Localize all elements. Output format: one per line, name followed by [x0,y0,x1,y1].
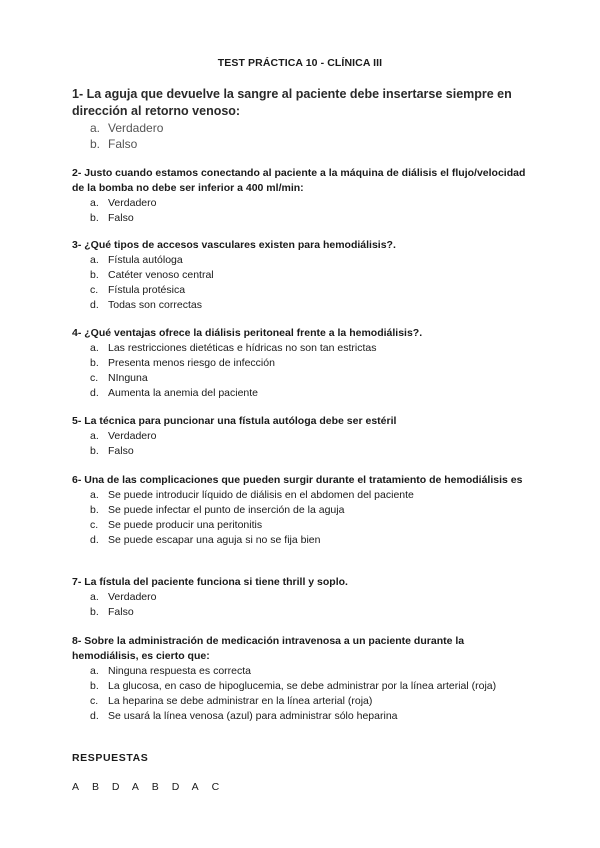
question-text: 8- Sobre la administración de medicación intravenosa a un paciente durante la hemodiálisis, es cierto que: [72,635,465,662]
answer-2: B [91,781,100,793]
option-a: a. Verdadero [90,121,164,135]
responses-title: RESPUESTAS [72,752,149,764]
option-d: d. Todas son correctas [90,299,202,311]
answer-4: A [131,781,140,793]
option-b: b. Falso [90,445,134,457]
question-text: 4- ¿Qué ventajas ofrece la diálisis peritoneal frente a la hemodiálisis?. [72,327,423,339]
option-a: a. Ninguna respuesta es correcta [90,665,251,677]
question-5 [72,414,532,459]
option-a: a. Fístula autóloga [90,254,183,266]
page-title: TEST PRÁCTICA 10 - CLÍNICA III [217,57,383,69]
question-7 [72,575,532,620]
option-b: b. Se puede infectar el punto de inserción de la aguja [90,504,345,516]
option-b: b. La glucosa, en caso de hipoglucemia, se debe administrar por la línea arterial (roja) [90,680,497,692]
option-c: c. NInguna [90,372,148,384]
question-text: 3- ¿Qué tipos de accesos vasculares existen para hemodiálisis?. [72,239,396,251]
question-3 [72,238,532,313]
option-a: a. Verdadero [90,197,157,209]
question-1 [72,86,532,152]
question-text: 6- Una de las complicaciones que pueden surgir durante el tratamiento de hemodiálisis es [72,474,523,486]
question-4 [72,326,532,401]
question-8 [72,634,532,724]
question-text: 1- La aguja que devuelve la sangre al paciente debe insertarse siempre en dirección al retorno venoso: [72,87,512,118]
question-text: 5- La técnica para puncionar una fístula autóloga debe ser estéril [72,415,397,427]
option-d: d. Se puede escapar una aguja si no se fija bien [90,534,321,546]
option-a: a. Las restricciones dietéticas e hídricas no son tan estrictas [90,342,377,354]
answer-5: B [151,781,160,793]
option-b: b. Catéter venoso central [90,269,214,281]
option-b: b. Falso [90,606,134,618]
question-text: 2- Justo cuando estamos conectando al paciente a la máquina de diálisis el flujo/velocidad de la bomba no debe ser inferior a 400 ml/min: [72,167,526,194]
option-b: b. Falso [90,137,138,151]
option-b: b. Presenta menos riesgo de infección [90,357,275,369]
option-c: c. Fístula protésica [90,284,186,296]
question-2 [72,166,532,226]
answer-3: D [111,781,120,793]
option-b: b. Falso [90,212,134,224]
question-6 [72,473,532,548]
option-c: c. Se puede producir una peritonitis [90,519,263,531]
answer-1: A [72,781,80,793]
option-d: d. Se usará la línea venosa (azul) para administrar sólo heparina [90,710,398,722]
answer-6: D [171,781,180,793]
option-a: a. Verdadero [90,430,157,442]
answer-7: A [191,781,200,793]
question-text: 7- La fístula del paciente funciona si tiene thrill y soplo. [72,576,348,588]
answer-key [72,781,229,793]
option-a: a. Se puede introducir líquido de diálisis en el abdomen del paciente [90,489,414,501]
option-d: d. Aumenta la anemia del paciente [90,387,259,399]
option-c: c. La heparina se debe administrar en la línea arterial (roja) [90,695,373,707]
answer-8: C [211,781,220,793]
option-a: a. Verdadero [90,591,157,603]
